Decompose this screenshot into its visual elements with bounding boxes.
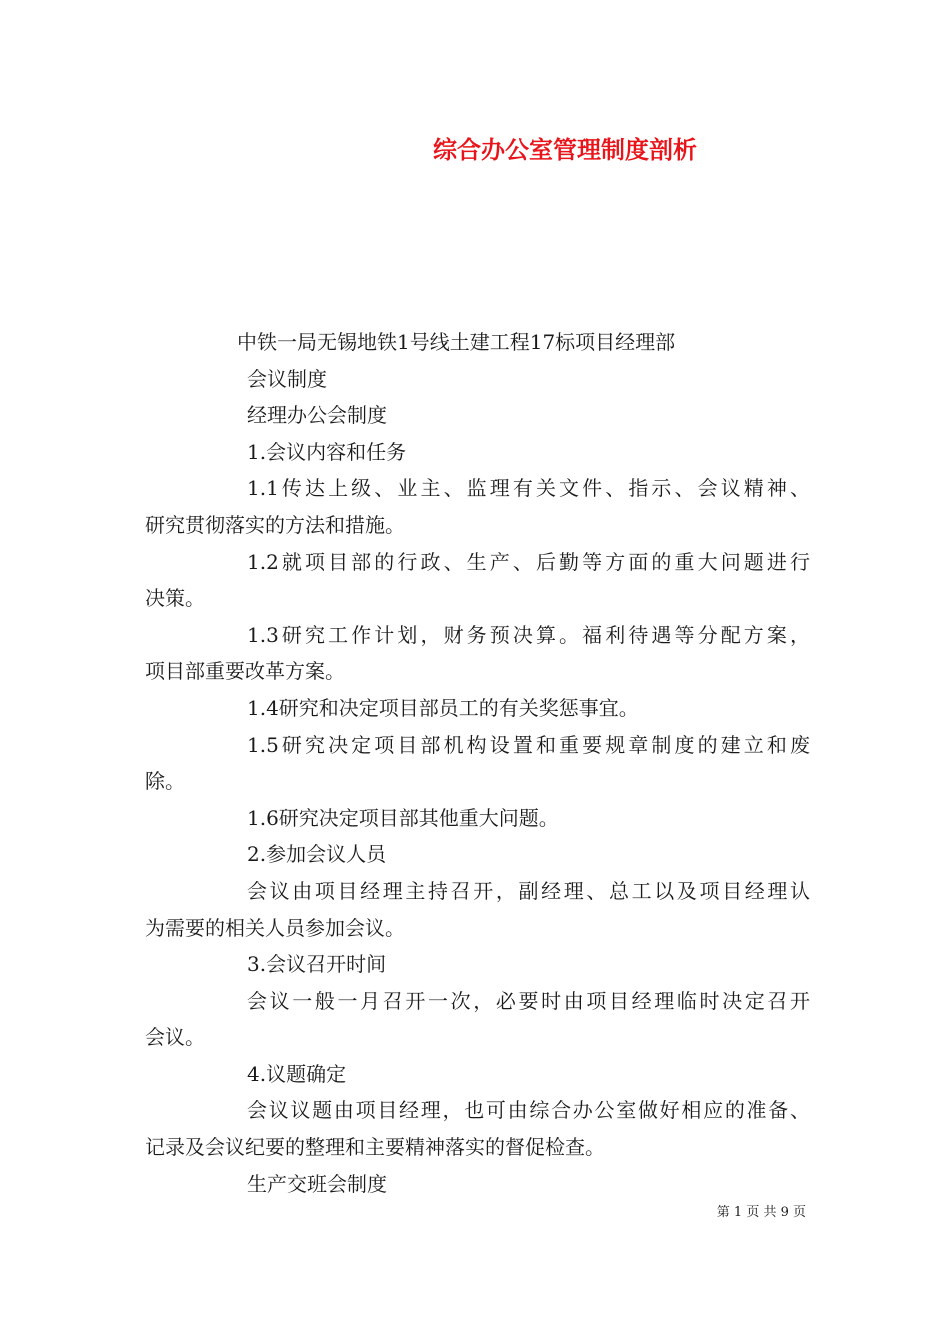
subsection-heading-manager-meeting: 经理办公会制度: [247, 403, 387, 428]
page-footer: 第 1 页 共 9 页: [716, 1205, 806, 1220]
heading-2: 2.参加会议人员: [247, 842, 387, 867]
item-1-3-line-2: 项目部重要改革方案。: [145, 659, 345, 684]
document-title: 综合办公室管理制度剖析: [433, 136, 697, 164]
paragraph-2-line-1: 会议由项目经理主持召开，副经理、总工以及项目经理认: [247, 878, 810, 903]
item-1-5-line-1: 1.5研究决定项目部机构设置和重要规章制度的建立和废: [247, 732, 810, 757]
subsection-heading-shift-meeting: 生产交班会制度: [247, 1171, 387, 1196]
section-heading-meeting: 会议制度: [247, 366, 327, 391]
item-1-1-line-2: 研究贯彻落实的方法和措施。: [145, 512, 405, 537]
item-1-2-line-2: 决策。: [145, 586, 205, 611]
paragraph-4-line-1: 会议议题由项目经理，也可由综合办公室做好相应的准备、: [247, 1098, 810, 1123]
paragraph-2-line-2: 为需要的相关人员参加会议。: [145, 915, 405, 940]
document-body: [145, 324, 810, 1202]
heading-4: 4.议题确定: [247, 1061, 347, 1086]
paragraph-3-line-1: 会议一般一月召开一次，必要时由项目经理临时决定召开: [247, 988, 810, 1013]
item-1-1-line-1: 1.1传达上级、业主、监理有关文件、指示、会议精神、: [247, 476, 810, 501]
paragraph-3-line-2: 会议。: [145, 1025, 205, 1050]
heading-3: 3.会议召开时间: [247, 952, 387, 977]
item-1-6: 1.6研究决定项目部其他重大问题。: [247, 805, 559, 830]
item-1-5-line-2: 除。: [145, 769, 185, 794]
item-1-3-line-1: 1.3研究工作计划，财务预决算。福利待遇等分配方案，: [247, 622, 810, 647]
org-line: 中铁一局无锡地铁1号线土建工程17标项目经理部: [237, 330, 676, 354]
item-1-4: 1.4研究和决定项目部员工的有关奖惩事宜。: [247, 695, 639, 720]
paragraph-4-line-2: 记录及会议纪要的整理和主要精神落实的督促检查。: [145, 1135, 605, 1160]
item-1-2-line-1: 1.2就项目部的行政、生产、后勤等方面的重大问题进行: [247, 549, 810, 574]
heading-1: 1.会议内容和任务: [247, 439, 407, 464]
